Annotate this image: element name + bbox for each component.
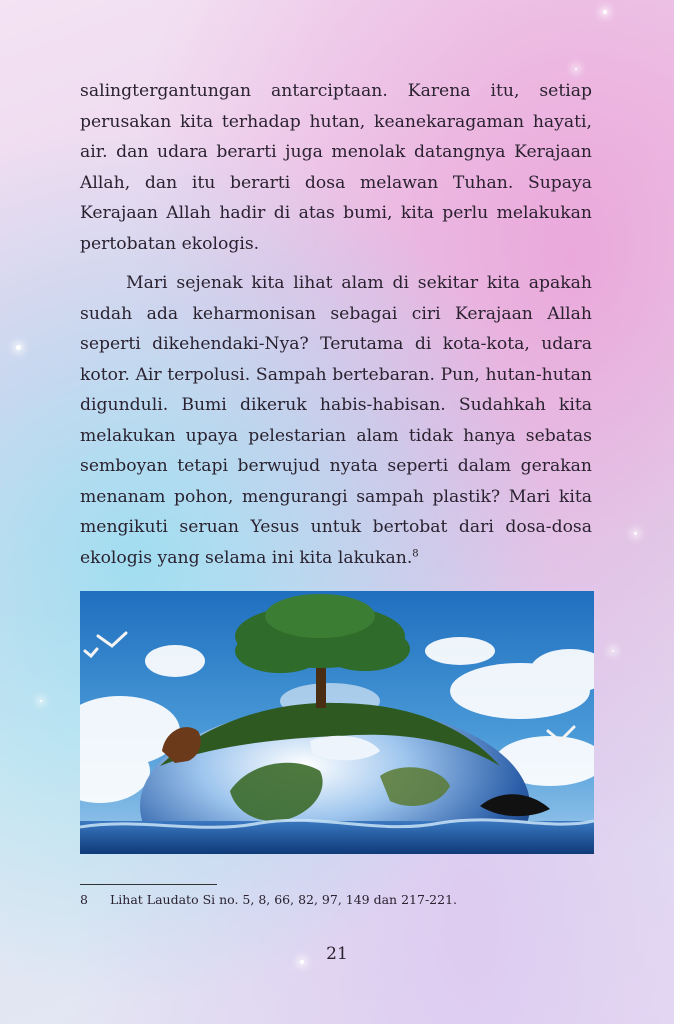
footnote (80, 892, 457, 907)
paragraph-2-text: Mari sejenak kita lihat alam di sekitar kita apakah sudah ada keharmonisan sebagai ciri Kerajaan Allah seperti dikehendaki-Nya? Terutama di kota-kota, udara kotor. Air terpolusi. Sampah bertebaran. Pun, hutan-hutan digunduli. Bumi dikeruk habis-habisan. Sudahkah kita melakukan upaya pelestarian alam tidak hanya sebatas semboyan tetapi berwujud nyata seperti dalam gerakan menanam pohon, mengurangi sampah plastik? Mari kita mengikuti seruan Yesus untuk bertobat dari dosa-dosa ekologis yang selama ini kita lakukan. (80, 273, 592, 568)
paragraph-1-block (80, 76, 592, 259)
page-number: 21 (326, 944, 348, 964)
paragraph-2-block (80, 268, 592, 573)
footnote-reference: 8 (412, 547, 419, 559)
earth-tree-illustration (80, 591, 594, 854)
paragraph-1: salingtergantungan antarciptaan. Karena itu, setiap perusakan kita terhadap hutan, keanekaragaman hayati, air. dan udara berarti juga menolak datangnya Kerajaan Allah, dan itu berarti dosa melawan Tuhan. Supaya Kerajaan Allah hadir di atas bumi, kita perlu melakukan pertobatan ekologis. (80, 81, 592, 254)
footnote-number: 8 (80, 892, 88, 907)
tree-trunk (316, 666, 326, 708)
sparkle (575, 68, 577, 70)
paragraph-2 (80, 268, 592, 573)
sparkle (634, 532, 637, 535)
footnote-divider (80, 884, 217, 885)
sparkle (40, 700, 42, 702)
sparkle (612, 650, 614, 652)
sparkle (603, 10, 607, 14)
sparkle (16, 345, 21, 350)
footnote-text: Lihat Laudato Si no. 5, 8, 66, 82, 97, 149 dan 217-221. (110, 892, 457, 907)
